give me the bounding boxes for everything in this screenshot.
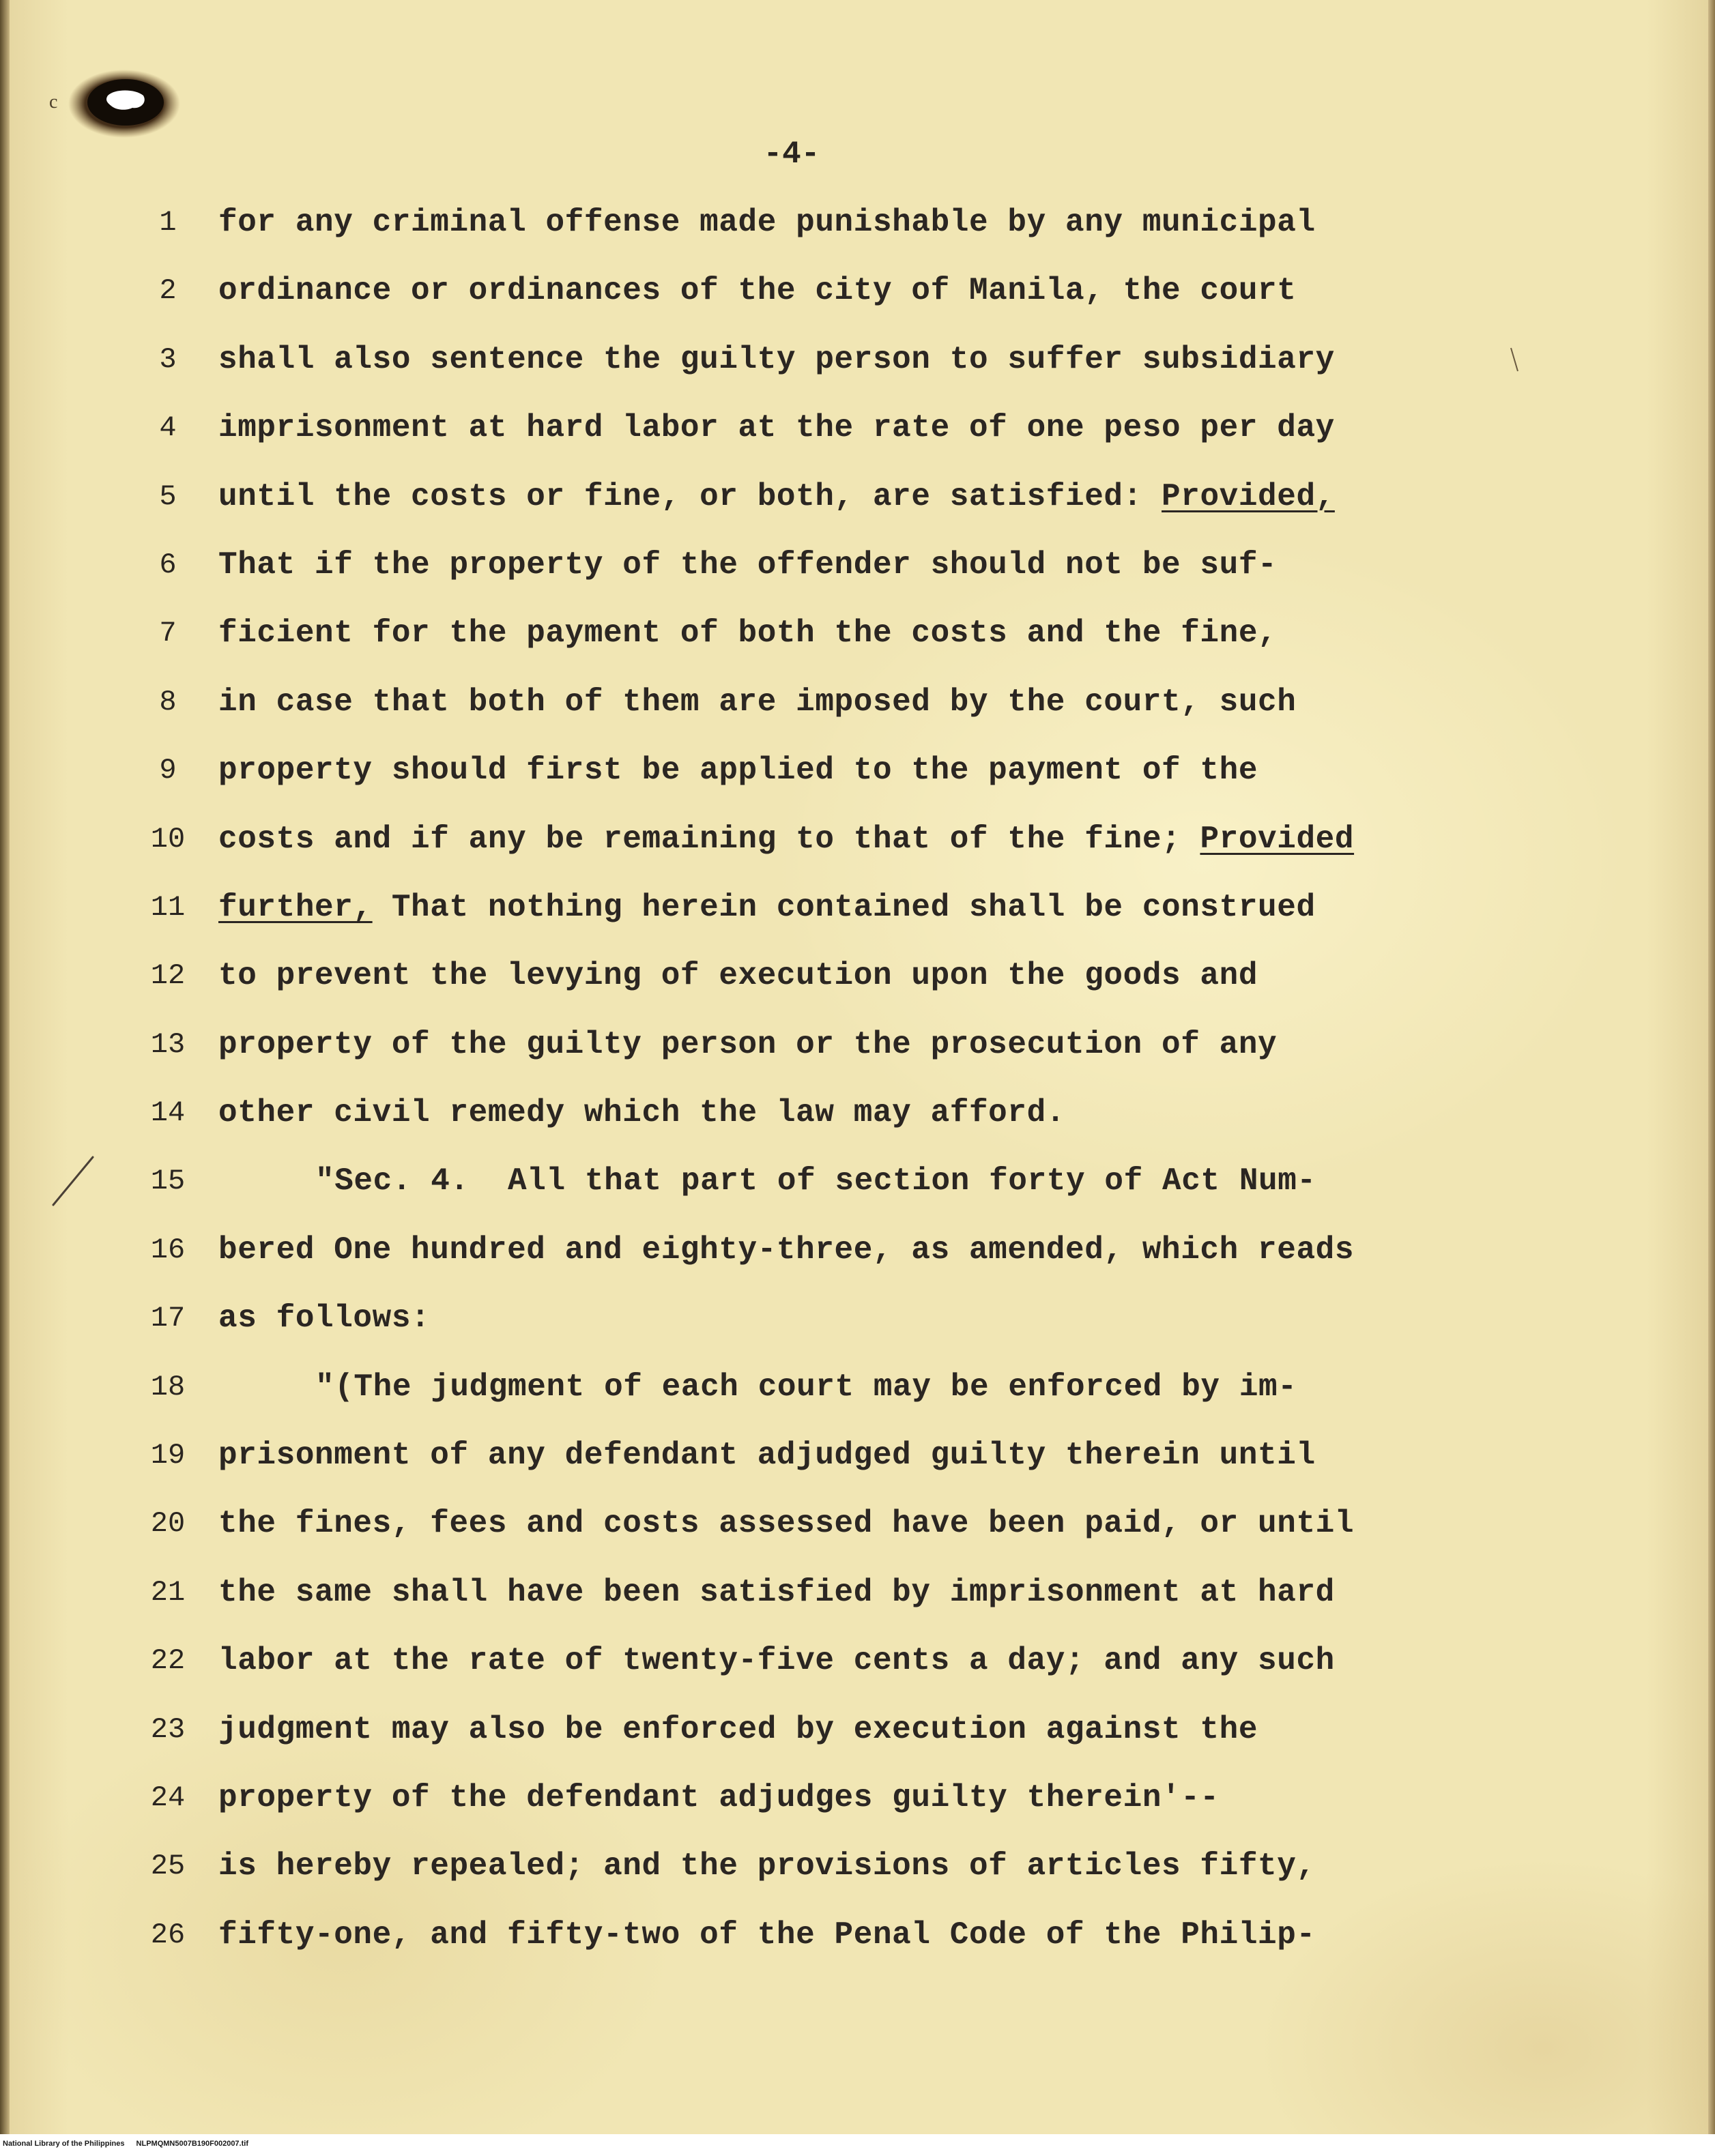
line-number: 20 [150,1507,186,1541]
text-line [218,407,1686,476]
line-text: labor at the rate of twenty-five cents a day; and any such [218,1643,1335,1679]
line-text: That nothing herein contained shall be construed [372,889,1316,925]
line-text: prisonment of any defendant adjudged guilty therein until [218,1438,1316,1474]
text-line [218,955,1686,1023]
line-number: 1 [159,206,177,239]
text-line [218,1229,1686,1298]
line-text: to prevent the levying of execution upon the goods and [218,958,1258,994]
line-text: That if the property of the offender should not be suf- [218,547,1278,583]
line-text: ordinance or ordinances of the city of Manila, the court [218,273,1297,309]
text-line [218,1367,1686,1435]
text-line [218,1024,1686,1092]
line-number: 16 [150,1233,186,1266]
line-number: 24 [150,1781,186,1814]
underlined-text: Provided, [1162,478,1335,514]
text-line [218,613,1686,681]
line-number: 2 [159,274,177,308]
page-left-edge [0,0,10,2156]
document-body [218,202,1686,1983]
text-line [218,544,1686,613]
underlined-text: Provided [1200,821,1355,857]
text-line [218,1640,1686,1708]
line-number: 15 [150,1165,186,1198]
line-text: "Sec. 4. All that part of section forty of Act Num- [315,1163,1316,1199]
text-line [218,1709,1686,1777]
line-text: "(The judgment of each court may be enforced by im- [315,1369,1297,1405]
footer-library: National Library of the Philippines [3,2140,125,2148]
line-number: 26 [150,1918,186,1951]
line-text: bered One hundred and eighty-three, as amended, which reads [218,1232,1355,1268]
text-line [218,339,1686,407]
text-line [218,202,1686,270]
underlined-text: further, [218,889,373,925]
line-text: shall also sentence the guilty person to suffer subsidiary [218,341,1335,377]
text-line [218,1572,1686,1640]
text-line [218,1914,1686,1983]
line-text: costs and if any be remaining to that of the fine; [218,821,1200,857]
text-line [218,1298,1686,1366]
line-number: 5 [159,480,177,513]
line-number: 17 [150,1302,186,1335]
line-text: ficient for the payment of both the costs and the fine, [218,615,1278,652]
line-number: 11 [150,890,186,924]
text-line [218,1777,1686,1846]
scan-footer [3,2140,258,2148]
page-right-edge [1708,0,1715,2156]
line-number-column [134,202,202,1983]
line-number: 19 [150,1439,186,1472]
line-number: 7 [159,617,177,650]
text-line [218,1503,1686,1571]
line-number: 13 [150,1028,186,1061]
line-text: in case that both of them are imposed by the court, such [218,684,1297,720]
text-line [218,682,1686,750]
pencil-slash-icon [48,1153,102,1208]
text-line [218,270,1686,338]
line-number: 6 [159,548,177,581]
stray-mark: c [49,91,58,113]
line-number: 4 [159,411,177,445]
text-line [218,750,1686,818]
line-text: property of the guilty person or the prosecution of any [218,1026,1278,1062]
line-number: 21 [150,1575,186,1609]
line-number: 9 [159,754,177,787]
line-text: property should first be applied to the payment of the [218,753,1258,789]
line-text: judgment may also be enforced by execution against the [218,1711,1258,1747]
line-number: 14 [150,1096,186,1130]
text-line [218,1846,1686,1914]
line-number: 18 [150,1370,186,1403]
line-text: fifty-one, and fifty-two of the Penal Code of the Philip- [218,1917,1316,1953]
line-number: 25 [150,1850,186,1883]
line-text: the same shall have been satisfied by imprisonment at hard [218,1574,1335,1610]
line-text: for any criminal offense made punishable by any municipal [218,205,1316,240]
page-number: -4- [763,136,820,172]
text-line [218,1092,1686,1161]
text-line [218,819,1686,887]
line-number: 3 [159,343,177,376]
line-text: the fines, fees and costs assessed have been paid, or until [218,1506,1355,1542]
footer-file-id: NLPMQMN5007B190F002007.tif [136,2140,248,2148]
line-text: imprisonment at hard labor at the rate of one peso per day [218,410,1335,446]
line-number: 22 [150,1644,186,1678]
text-line [218,1435,1686,1503]
line-number: 12 [150,959,186,993]
text-line [218,1161,1686,1229]
burn-hole-icon [67,68,182,139]
text-line [218,887,1686,955]
line-text: is hereby repealed; and the provisions of articles fifty, [218,1848,1316,1884]
line-text: until the costs or fine, or both, are satisfied: [218,478,1162,514]
line-number: 10 [150,822,186,856]
text-line [218,476,1686,544]
line-number: 8 [159,685,177,718]
line-number: 23 [150,1713,186,1746]
line-text: as follows: [218,1300,431,1337]
line-text: other civil remedy which the law may afford. [218,1095,1065,1131]
line-text: property of the defendant adjudges guilty therein'-- [218,1779,1220,1816]
